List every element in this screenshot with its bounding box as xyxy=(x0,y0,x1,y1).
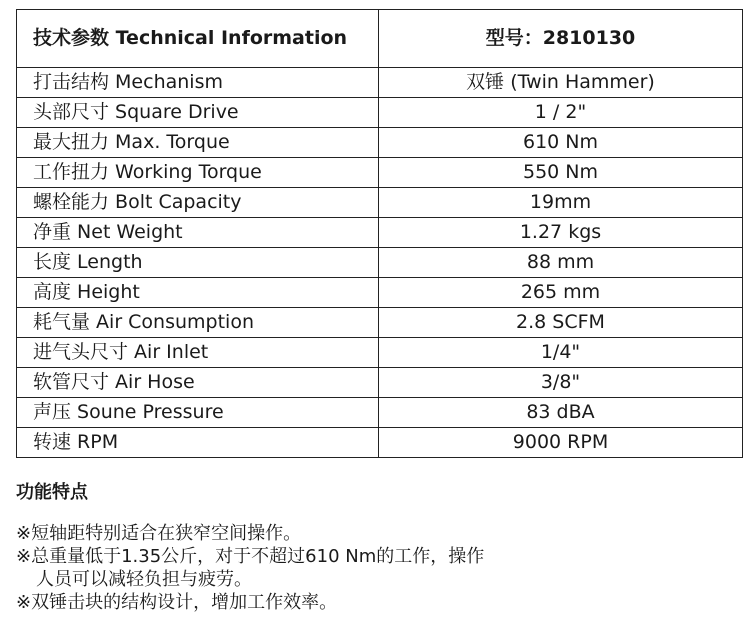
feature-item: ※双锤击块的结构设计，增加工作效率。 xyxy=(16,592,338,613)
feature-item: ※短轴距特别适合在狭窄空间操作。 xyxy=(16,523,302,544)
table-row xyxy=(17,308,743,338)
table-row xyxy=(17,248,743,278)
spec-value: 3/8" xyxy=(379,368,743,398)
model-number: 2810130 xyxy=(542,27,636,49)
spec-label: 净重 Net Weight xyxy=(17,218,379,248)
spec-label: 工作扭力 Working Torque xyxy=(17,158,379,188)
spec-value: 88 mm xyxy=(379,248,743,278)
table-row xyxy=(17,98,743,128)
spec-label: 螺栓能力 Bolt Capacity xyxy=(17,188,379,218)
spec-value: 1.27 kgs xyxy=(379,218,743,248)
spec-value: 265 mm xyxy=(379,278,743,308)
spec-label: 耗气量 Air Consumption xyxy=(17,308,379,338)
spec-label: 头部尺寸 Square Drive xyxy=(17,98,379,128)
spec-label: 声压 Soune Pressure xyxy=(17,398,379,428)
table-row xyxy=(17,338,743,368)
spec-table xyxy=(16,9,743,458)
spec-label: 长度 Length xyxy=(17,248,379,278)
table-row xyxy=(17,68,743,98)
spec-label: 进气头尺寸 Air Inlet xyxy=(17,338,379,368)
spec-value: 19mm xyxy=(379,188,743,218)
spec-table-header xyxy=(17,10,743,68)
spec-label: 打击结构 Mechanism xyxy=(17,68,379,98)
spec-value: 1/4" xyxy=(379,338,743,368)
spec-label: 软管尺寸 Air Hose xyxy=(17,368,379,398)
table-title: 技术参数 Technical Information xyxy=(17,10,379,68)
table-row xyxy=(17,278,743,308)
feature-item: ※总重量低于1.35公斤，对于不超过610 Nm的工作，操作 xyxy=(16,546,485,567)
model-cell xyxy=(379,10,743,68)
spec-value: 2.8 SCFM xyxy=(379,308,743,338)
spec-value: 1 / 2" xyxy=(379,98,743,128)
model-label: 型号： xyxy=(485,27,543,49)
table-row xyxy=(17,128,743,158)
spec-value: 83 dBA xyxy=(379,398,743,428)
spec-value: 双锤 (Twin Hammer) xyxy=(379,68,743,98)
spec-value: 9000 RPM xyxy=(379,428,743,458)
table-row xyxy=(17,158,743,188)
spec-label: 最大扭力 Max. Torque xyxy=(17,128,379,158)
spec-value: 610 Nm xyxy=(379,128,743,158)
spec-label: 高度 Height xyxy=(17,278,379,308)
table-row xyxy=(17,218,743,248)
spec-label: 转速 RPM xyxy=(17,428,379,458)
table-row xyxy=(17,368,743,398)
table-row xyxy=(17,398,743,428)
features-title: 功能特点 xyxy=(16,482,88,503)
feature-item-continuation: 人员可以减轻负担与疲劳。 xyxy=(36,569,252,590)
features-section xyxy=(16,478,736,614)
table-row xyxy=(17,428,743,458)
table-row xyxy=(17,188,743,218)
spec-value: 550 Nm xyxy=(379,158,743,188)
